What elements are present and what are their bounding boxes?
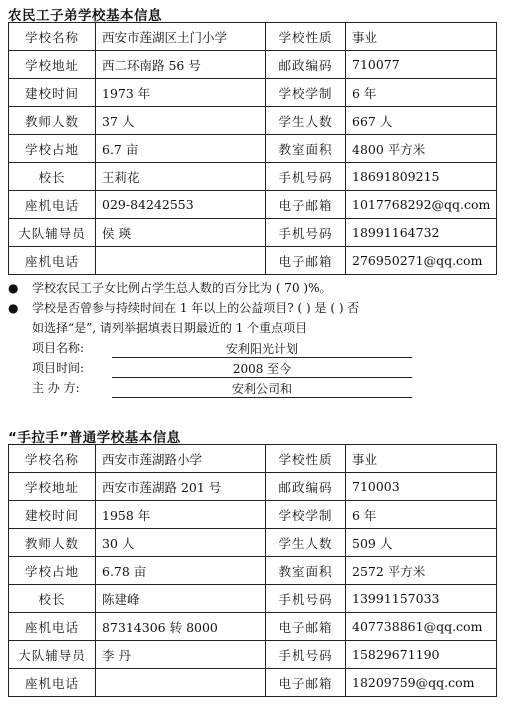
field-value: 87314306 转 8000: [96, 613, 266, 641]
partner-school-info-table: [8, 444, 497, 697]
migrant-school-info-table: [8, 22, 497, 275]
field-value: 18209759@qq.com: [346, 669, 497, 697]
field-value: 667 人: [346, 107, 497, 135]
table-row: [9, 219, 497, 247]
section2-title: “手拉手”普通学校基本信息: [8, 430, 181, 446]
field-label: 学生人数: [266, 529, 346, 557]
field-label: 学校名称: [9, 23, 96, 51]
field-label: 建校时间: [9, 79, 96, 107]
field-value: 15829671190: [346, 641, 497, 669]
field-value: 6 年: [346, 501, 497, 529]
charity-project-instruction: 如选择“是”, 请列举据填表日期最近的 1 个重点项目: [32, 321, 308, 335]
table-row: [9, 473, 497, 501]
field-label: 学校性质: [266, 23, 346, 51]
field-label: 大队辅导员: [9, 219, 96, 247]
field-value: 西安市莲湖区土门小学: [96, 23, 266, 51]
field-value: 30 人: [96, 529, 266, 557]
field-label: 座机电话: [9, 191, 96, 219]
field-label: 校长: [9, 163, 96, 191]
field-value: 029-84242553: [96, 191, 266, 219]
project-name-label: 项目名称:: [32, 341, 85, 355]
project-name-row: [8, 338, 503, 358]
table-row: [9, 613, 497, 641]
migrant-ratio-text: 学校农民工子女比例占学生总人数的百分比为 ( 70 )%。: [32, 281, 332, 295]
field-label: 建校时间: [9, 501, 96, 529]
field-value: 事业: [346, 445, 497, 473]
field-value: 710077: [346, 51, 497, 79]
field-label: 学校占地: [9, 135, 96, 163]
field-label: 电子邮箱: [266, 247, 346, 275]
field-value: 18991164732: [346, 219, 497, 247]
note-item: [8, 298, 503, 318]
table-row: [9, 191, 497, 219]
field-value: 西二环南路 56 号: [96, 51, 266, 79]
table-row: [9, 557, 497, 585]
field-value: 18691809215: [346, 163, 497, 191]
field-value: 李 丹: [96, 641, 266, 669]
organizer-label: 主 办 方:: [32, 381, 80, 395]
field-label: 学校占地: [9, 557, 96, 585]
bullet-icon: ●: [8, 281, 19, 295]
table-row: [9, 79, 497, 107]
project-time-value: 2008 至今: [112, 361, 412, 378]
field-value: 6 年: [346, 79, 497, 107]
table-row: [9, 669, 497, 697]
field-value: 西安市莲湖路小学: [96, 445, 266, 473]
table-row: [9, 529, 497, 557]
field-value: 事业: [346, 23, 497, 51]
field-value: 6.7 亩: [96, 135, 266, 163]
table-row: [9, 135, 497, 163]
field-value: 13991157033: [346, 585, 497, 613]
field-value: 1017768292@qq.com: [346, 191, 497, 219]
field-label: 邮政编码: [266, 473, 346, 501]
table-row: [9, 51, 497, 79]
field-value: 6.78 亩: [96, 557, 266, 585]
organizer-value: 安利公司和: [112, 381, 412, 398]
field-value: 1958 年: [96, 501, 266, 529]
field-value: 1973 年: [96, 79, 266, 107]
field-value: 276950271@qq.com: [346, 247, 497, 275]
field-value: 王莉花: [96, 163, 266, 191]
field-label: 教室面积: [266, 557, 346, 585]
field-label: 电子邮箱: [266, 191, 346, 219]
table-row: [9, 445, 497, 473]
organizer-row: [8, 378, 503, 398]
project-name-value: 安利阳光计划: [112, 341, 412, 358]
field-label: 学校地址: [9, 473, 96, 501]
project-time-row: [8, 358, 503, 378]
table-row: [9, 23, 497, 51]
field-label: 教室面积: [266, 135, 346, 163]
table-row: [9, 163, 497, 191]
project-time-label: 项目时间:: [32, 361, 85, 375]
field-label: 座机电话: [9, 669, 96, 697]
field-value: 侯 瑛: [96, 219, 266, 247]
bullet-icon: ●: [8, 301, 19, 315]
field-value: [96, 247, 266, 275]
field-value: [96, 669, 266, 697]
table-row: [9, 501, 497, 529]
field-label: 学校性质: [266, 445, 346, 473]
field-value: 509 人: [346, 529, 497, 557]
field-value: 407738861@qq.com: [346, 613, 497, 641]
field-label: 学校名称: [9, 445, 96, 473]
field-label: 学生人数: [266, 107, 346, 135]
section1-title: 农民工子弟学校基本信息: [8, 8, 162, 24]
field-label: 手机号码: [266, 585, 346, 613]
field-value: 4800 平方米: [346, 135, 497, 163]
field-label: 手机号码: [266, 163, 346, 191]
field-label: 学校地址: [9, 51, 96, 79]
table-row: [9, 641, 497, 669]
field-label: 大队辅导员: [9, 641, 96, 669]
note-item: [8, 278, 503, 298]
field-value: 陈建峰: [96, 585, 266, 613]
field-value: 2572 平方米: [346, 557, 497, 585]
field-label: 电子邮箱: [266, 613, 346, 641]
field-label: 手机号码: [266, 641, 346, 669]
notes-block: [8, 278, 503, 398]
field-label: 座机电话: [9, 613, 96, 641]
table-row: [9, 247, 497, 275]
charity-project-question: 学校是否曾参与持续时间在 1 年以上的公益项目? ( ) 是 ( ) 否: [32, 301, 360, 315]
field-value: 37 人: [96, 107, 266, 135]
field-label: 电子邮箱: [266, 669, 346, 697]
field-label: 手机号码: [266, 219, 346, 247]
table-row: [9, 107, 497, 135]
field-label: 座机电话: [9, 247, 96, 275]
table-row: [9, 585, 497, 613]
field-label: 教师人数: [9, 529, 96, 557]
field-value: 710003: [346, 473, 497, 501]
field-label: 校长: [9, 585, 96, 613]
field-label: 邮政编码: [266, 51, 346, 79]
field-value: 西安市莲湖路 201 号: [96, 473, 266, 501]
field-label: 学校学制: [266, 501, 346, 529]
field-label: 教师人数: [9, 107, 96, 135]
field-label: 学校学制: [266, 79, 346, 107]
